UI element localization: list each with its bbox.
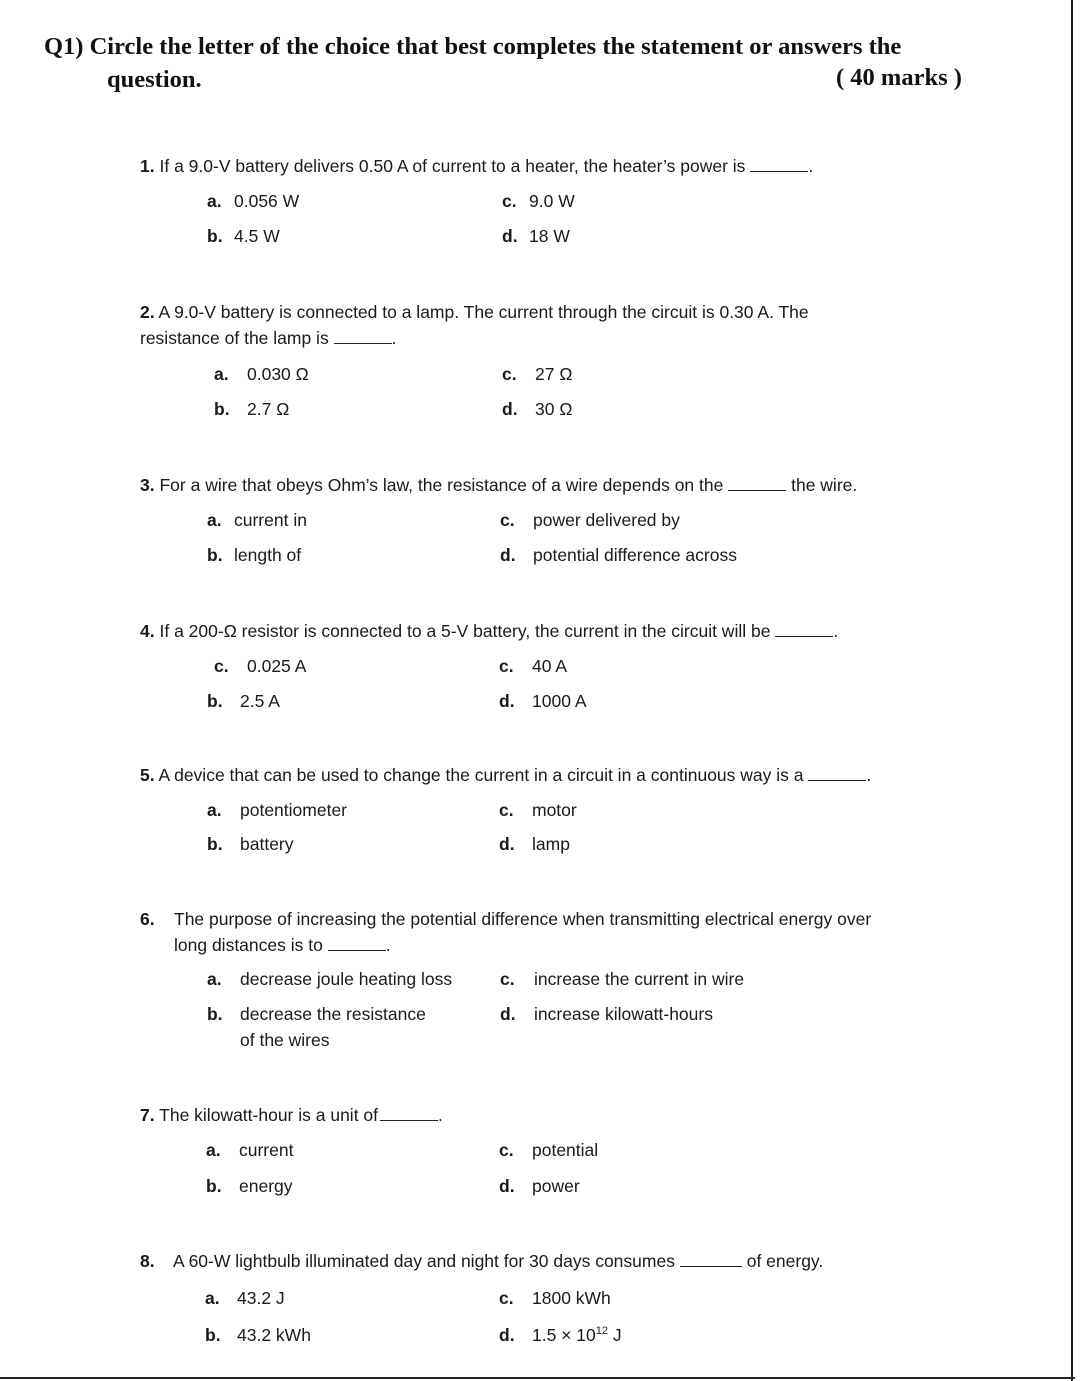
- option-text: 9.0 W: [529, 191, 575, 211]
- option-letter: a.: [207, 510, 222, 530]
- option-text: 40 A: [532, 656, 568, 676]
- question-5-period: .: [866, 765, 872, 785]
- question-6-option-c[interactable]: [500, 967, 744, 991]
- question-2-option-c[interactable]: [502, 362, 572, 386]
- option-letter: a.: [214, 364, 229, 384]
- question-3-option-d[interactable]: [500, 543, 737, 567]
- question-heading-line1: Q1) Circle the letter of the choice that best completes the statement or answers the: [44, 33, 902, 60]
- question-1-option-a[interactable]: [207, 189, 299, 213]
- option-text: increase the current in wire: [534, 969, 745, 989]
- answer-blank: [775, 619, 833, 637]
- option-letter: a.: [207, 969, 222, 989]
- option-letter: c.: [500, 969, 515, 989]
- option-text: power delivered by: [533, 510, 680, 530]
- page-border-bottom: [0, 1377, 1075, 1379]
- question-2-text: A 9.0-V battery is connected to a lamp. The current through the circuit is 0.30 A. The: [158, 302, 809, 322]
- option-letter: d.: [500, 545, 516, 565]
- question-5-text: A device that can be used to change the current in a circuit in a continuous way is a: [158, 765, 804, 785]
- option-text: 0.025 A: [247, 656, 307, 676]
- option-text: 4.5 W: [234, 226, 280, 246]
- answer-blank: [728, 473, 786, 491]
- question-2-stem-line2: [140, 325, 396, 351]
- answer-blank: [380, 1103, 438, 1121]
- option-letter: c.: [499, 1288, 514, 1308]
- option-text: 30 Ω: [535, 399, 573, 419]
- question-2-stem: [140, 299, 809, 325]
- option-letter: d.: [502, 399, 518, 419]
- question-5-stem: [140, 762, 871, 788]
- option-text: lamp: [532, 834, 570, 854]
- option-text: current: [239, 1140, 294, 1160]
- option-letter: c.: [502, 364, 517, 384]
- option-text: potential: [532, 1140, 599, 1160]
- option-letter: d.: [500, 1004, 516, 1024]
- question-2-option-b[interactable]: [214, 397, 289, 421]
- question-8-text: A 60-W lightbulb illuminated day and night for 30 days consumes: [173, 1251, 675, 1271]
- page-border-right: [1071, 0, 1073, 1381]
- option-letter: d.: [499, 834, 515, 854]
- option-letter: c.: [499, 656, 514, 676]
- question-2-number: 2.: [140, 302, 155, 322]
- option-letter: b.: [207, 545, 223, 565]
- option-text: 1.5 × 10: [532, 1325, 596, 1345]
- question-5-number: 5.: [140, 765, 155, 785]
- answer-blank: [680, 1249, 742, 1267]
- answer-blank: [328, 933, 386, 951]
- option-text: 0.030 Ω: [247, 364, 309, 384]
- option-letter: b.: [206, 1176, 222, 1196]
- option-text: 18 W: [529, 226, 570, 246]
- option-letter: b.: [207, 834, 223, 854]
- option-letter: d.: [499, 691, 515, 711]
- question-4-option-c[interactable]: [499, 654, 567, 678]
- option-unit: J: [612, 1325, 622, 1345]
- question-7-option-b[interactable]: [206, 1174, 293, 1198]
- option-letter: c.: [499, 1140, 514, 1160]
- question-8-option-a[interactable]: [205, 1286, 285, 1310]
- question-4-option-b[interactable]: [207, 689, 280, 713]
- marks-label: ( 40 marks ): [836, 64, 962, 91]
- answer-blank: [750, 154, 808, 172]
- option-letter: d.: [502, 226, 518, 246]
- question-5-option-c[interactable]: [499, 798, 577, 822]
- option-text: 2.5 A: [240, 691, 280, 711]
- option-letter: b.: [207, 691, 223, 711]
- question-3-text-after: the wire.: [791, 475, 858, 495]
- option-text: 27 Ω: [535, 364, 573, 384]
- question-3-option-c[interactable]: [500, 508, 680, 532]
- question-2-option-a[interactable]: [214, 362, 309, 386]
- question-3-option-a[interactable]: [207, 508, 307, 532]
- option-text: current in: [234, 510, 307, 530]
- question-1-text: If a 9.0-V battery delivers 0.50 A of current to a heater, the heater’s power is: [159, 156, 746, 176]
- question-3-number: 3.: [140, 475, 155, 495]
- option-text: motor: [532, 800, 577, 820]
- option-text: energy: [239, 1176, 293, 1196]
- question-6-option-a[interactable]: [207, 967, 452, 991]
- option-text: length of: [234, 545, 302, 565]
- option-letter: a.: [205, 1288, 220, 1308]
- question-6-number: 6.: [140, 909, 155, 929]
- option-text: power: [532, 1176, 580, 1196]
- option-text: potential difference across: [533, 545, 737, 565]
- question-5-option-d[interactable]: [499, 832, 570, 856]
- question-4-option-first[interactable]: [214, 654, 306, 678]
- question-1-number: 1.: [140, 156, 155, 176]
- question-7-number: 7.: [140, 1105, 155, 1125]
- option-text: 1800 kWh: [532, 1288, 611, 1308]
- option-exponent: 12: [595, 1325, 608, 1338]
- question-4-number: 4.: [140, 621, 155, 641]
- question-1-period: .: [808, 156, 814, 176]
- question-8-option-b[interactable]: [205, 1323, 311, 1347]
- question-8-stem: [140, 1248, 823, 1274]
- option-text: decrease joule heating loss: [240, 969, 453, 989]
- question-4-text: If a 200-Ω resistor is connected to a 5-V battery, the current in the circuit will be: [159, 621, 771, 641]
- question-7-text: The kilowatt-hour is a unit of: [159, 1105, 379, 1125]
- question-5-option-a[interactable]: [207, 798, 347, 822]
- question-7-option-a[interactable]: [206, 1138, 293, 1162]
- question-7-option-d[interactable]: [499, 1174, 580, 1198]
- question-1-option-c[interactable]: [502, 189, 575, 213]
- question-2-period: .: [391, 328, 397, 348]
- option-letter: a.: [207, 191, 222, 211]
- option-letter: d.: [499, 1176, 515, 1196]
- option-letter: b.: [205, 1325, 221, 1345]
- option-text: decrease the resistance: [240, 1004, 426, 1024]
- question-4-stem: [140, 618, 838, 644]
- answer-blank: [334, 326, 392, 344]
- question-3-text: For a wire that obeys Ohm’s law, the resistance of a wire depends on the: [159, 475, 724, 495]
- question-6-text-line2: long distances is to: [174, 935, 323, 955]
- option-text: 43.2 J: [237, 1288, 285, 1308]
- question-3-option-b[interactable]: [207, 543, 301, 567]
- question-4-period: .: [833, 621, 839, 641]
- question-7-stem: [140, 1102, 443, 1128]
- question-7-option-c[interactable]: [499, 1138, 598, 1162]
- option-text: 1000 A: [532, 691, 587, 711]
- question-5-option-b[interactable]: [207, 832, 294, 856]
- question-8-number: 8.: [140, 1251, 155, 1271]
- question-heading-line2-text: question.: [107, 66, 202, 93]
- question-6-text: The purpose of increasing the potential difference when transmitting electrical energy over: [174, 909, 872, 929]
- option-letter: d.: [499, 1325, 515, 1345]
- option-letter: c.: [502, 191, 517, 211]
- question-6-option-b[interactable]: [207, 1002, 426, 1052]
- question-8-option-c[interactable]: [499, 1286, 611, 1310]
- option-letter: a.: [206, 1140, 221, 1160]
- question-2-option-d[interactable]: [502, 397, 572, 421]
- option-letter: b.: [207, 226, 223, 246]
- question-1-option-b[interactable]: [207, 224, 280, 248]
- option-text: 2.7 Ω: [247, 399, 290, 419]
- option-letter: a.: [207, 800, 222, 820]
- question-7-period: .: [438, 1105, 443, 1125]
- option-letter: b.: [207, 1004, 223, 1024]
- option-text: battery: [240, 834, 294, 854]
- question-4-option-d[interactable]: [499, 689, 587, 713]
- question-1-stem: [140, 153, 813, 179]
- question-6-period: .: [385, 935, 391, 955]
- question-6-option-d[interactable]: [500, 1002, 713, 1026]
- question-6-stem-line2: [174, 932, 391, 958]
- option-text: increase kilowatt-hours: [534, 1004, 713, 1024]
- option-letter: c.: [500, 510, 515, 530]
- option-letter: c.: [499, 800, 514, 820]
- answer-blank: [808, 763, 866, 781]
- question-8-option-d[interactable]: [499, 1323, 622, 1347]
- option-letter: b.: [214, 399, 230, 419]
- question-3-stem: [140, 472, 857, 498]
- option-text-line2: of the wires: [240, 1030, 330, 1050]
- option-text: 0.056 W: [234, 191, 300, 211]
- question-6-stem: [140, 906, 871, 932]
- option-text: 43.2 kWh: [237, 1325, 311, 1345]
- question-2-text-line2: resistance of the lamp is: [140, 328, 329, 348]
- option-text: potentiometer: [240, 800, 348, 820]
- question-1-option-d[interactable]: [502, 224, 570, 248]
- option-letter: c.: [214, 656, 229, 676]
- question-8-text-after: of energy.: [746, 1251, 824, 1271]
